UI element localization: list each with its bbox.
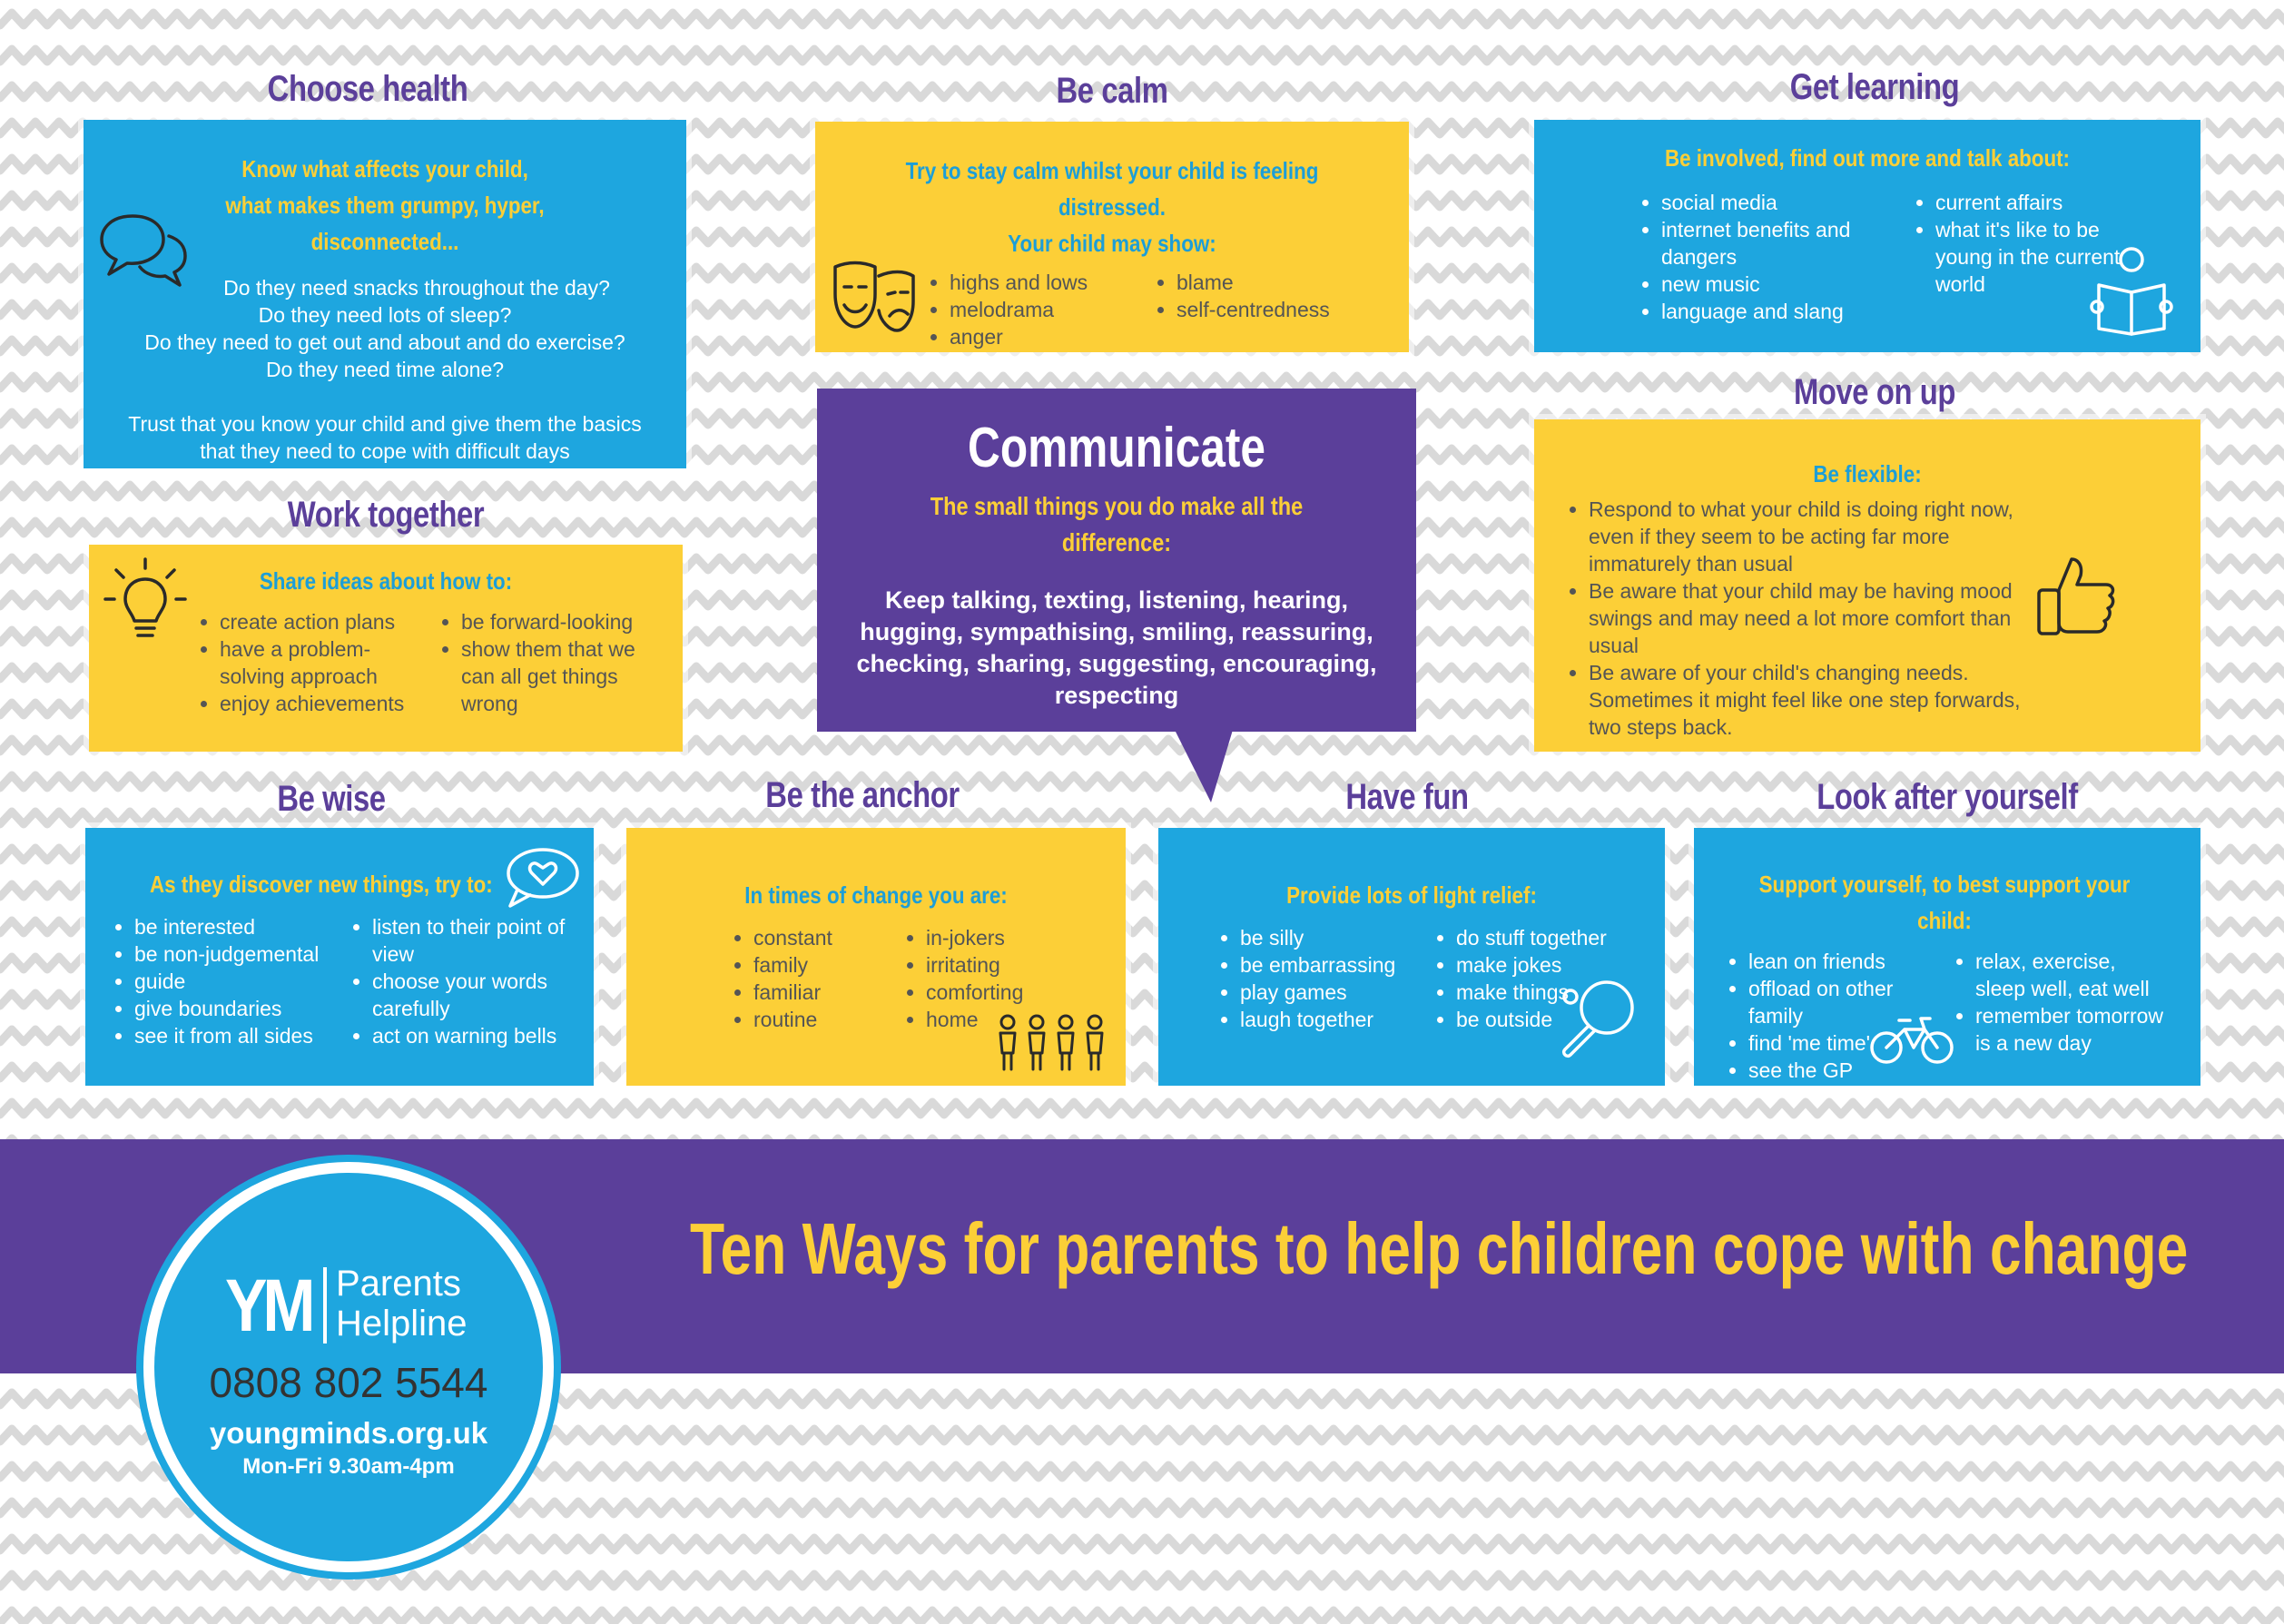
logo-url: youngminds.org.uk [209, 1416, 488, 1450]
list-item: • internet benefits and dangers [1661, 216, 1899, 271]
ping-pong-paddle-icon [1556, 977, 1639, 1058]
choose-health-question-1: Do they need snacks throughout the day? [223, 276, 610, 300]
heading-have-fun: Have fun [1345, 777, 1469, 817]
be-calm-sub-2: Your child may show: [1008, 230, 1216, 257]
family-group-icon [995, 1013, 1108, 1073]
be-wise-list-1 [111, 913, 336, 1049]
list-item: • be silly [1240, 924, 1420, 951]
be-calm-list-1 [926, 269, 1140, 350]
list-item: • act on warning bells [372, 1022, 576, 1049]
communicate-sub: The small things you do make all the difference: [930, 492, 1304, 556]
list-item: • listen to their point of view [372, 913, 576, 968]
choose-health-sub-2: what makes them grumpy, hyper, disconnected... [225, 192, 545, 255]
theatre-masks-icon [828, 258, 919, 336]
list-item: • create action plans [220, 608, 425, 635]
list-item: • current affairs [1935, 189, 2144, 216]
look-after-sub: Support yourself, to best support your child: [1758, 871, 2131, 934]
heading-choose-health: Choose health [267, 69, 468, 109]
choose-health-question-2: Do they need lots of sleep? [258, 303, 512, 327]
panel-communicate [817, 389, 1416, 732]
bicycle-icon [1868, 1009, 1955, 1066]
speech-bubbles-icon [96, 209, 191, 292]
work-together-list-2 [438, 608, 652, 717]
list-item: • see the GP [1748, 1057, 1939, 1084]
move-on-up-sub: Be flexible: [1813, 460, 1922, 487]
list-item: • see it from all sides [134, 1022, 336, 1049]
choose-health-trust-2: that they need to cope with difficult days [200, 439, 570, 463]
move-on-up-list [1565, 496, 2043, 741]
lightbulb-icon [102, 554, 189, 645]
list-item: • give boundaries [134, 995, 336, 1022]
choose-health-trust-1: Trust that you know your child and give them the basics [128, 412, 642, 436]
list-item: • familiar [753, 979, 890, 1006]
panel-choose-health [84, 120, 686, 468]
list-item: • routine [753, 1006, 890, 1033]
list-item: • new music [1661, 271, 1899, 298]
list-item: • be non-judgemental [134, 940, 336, 968]
list-item: • make things [1456, 979, 1634, 1006]
list-item: • laugh together [1240, 1006, 1420, 1033]
list-item: • blame [1176, 269, 1378, 296]
banner-title: Ten Ways for parents to help children cope with change [690, 1208, 2189, 1289]
list-item: • Be aware of your child's changing needs. Sometimes it might feel like one step forwards, two steps back. [1589, 659, 2043, 741]
list-item: • offload on other family [1748, 975, 1939, 1029]
list-item: • find 'me time' [1748, 1029, 1939, 1057]
work-together-sub: Share ideas about how to: [259, 567, 513, 595]
logo-line-2: Helpline [336, 1304, 468, 1343]
thumbs-up-icon [2032, 548, 2122, 639]
list-item: • be forward-looking [461, 608, 652, 635]
heading-be-calm: Be calm [1056, 71, 1168, 111]
have-fun-sub: Provide lots of light relief: [1286, 881, 1537, 909]
list-item: • comforting [926, 979, 1095, 1006]
list-item: • be embarrassing [1240, 951, 1420, 979]
list-item: • show them that we can all get things wrong [461, 635, 652, 717]
list-item: • Be aware that your child may be having mood swings and may need a lot more comfort than usual [1589, 577, 2043, 659]
list-item: • self-centredness [1176, 296, 1378, 323]
communicate-body: Keep talking, texting, listening, hearing, hugging, sympathising, smiling, reassuring, checking, sharing, suggesting, encouraging, respecting [856, 586, 1377, 709]
logo-line-1: Parents [336, 1264, 461, 1304]
list-item: • lean on friends [1748, 948, 1939, 975]
list-item: • remember tomorrow is a new day [1975, 1002, 2170, 1057]
list-item: • highs and lows [950, 269, 1140, 296]
list-item: • irritating [926, 951, 1095, 979]
heading-be-wise: Be wise [277, 779, 386, 819]
logo-divider [323, 1267, 327, 1343]
reading-person-icon [2088, 245, 2175, 336]
heading-be-anchor: Be the anchor [765, 775, 960, 815]
list-item: • home [926, 1006, 1095, 1033]
be-anchor-list-1 [730, 924, 890, 1033]
get-learning-sub: Be involved, find out more and talk about: [1665, 144, 2070, 172]
list-item: • have a problem-solving approach [220, 635, 425, 690]
list-item: • anger [950, 323, 1140, 350]
heading-get-learning: Get learning [1789, 67, 1960, 107]
list-item: • make jokes [1456, 951, 1634, 979]
be-wise-sub: As they discover new things, try to: [150, 871, 493, 898]
heart-speech-icon [503, 844, 581, 911]
choose-health-question-3: Do they need to get out and about and do exercise? [144, 330, 625, 354]
be-wise-list-2 [349, 913, 576, 1049]
heading-work-together: Work together [287, 495, 485, 535]
heading-look-after-yourself: Look after yourself [1816, 777, 2078, 817]
be-calm-list-2 [1153, 269, 1378, 350]
list-item: • guide [134, 968, 336, 995]
list-item: • choose your words carefully [372, 968, 576, 1022]
list-item: • melodrama [950, 296, 1140, 323]
ym-parents-helpline-logo [154, 1173, 543, 1561]
list-item: • enjoy achievements [220, 690, 425, 717]
list-item: • do stuff together [1456, 924, 1634, 951]
list-item: • play games [1240, 979, 1420, 1006]
get-learning-list-1 [1638, 189, 1899, 325]
heading-move-on-up: Move on up [1793, 372, 1956, 412]
choose-health-sub-1: Know what affects your child, [241, 155, 528, 182]
list-item: • relax, exercise, sleep well, eat well [1975, 948, 2170, 1002]
look-after-list-2 [1952, 948, 2170, 1084]
list-item: • in-jokers [926, 924, 1095, 951]
list-item: • language and slang [1661, 298, 1899, 325]
list-item: • be outside [1456, 1006, 1634, 1033]
list-item: • constant [753, 924, 890, 951]
logo-text [336, 1264, 468, 1343]
list-item: • Respond to what your child is doing right now, even if they seem to be acting far more immaturely than usual [1589, 496, 2043, 577]
speech-tail [1175, 730, 1233, 802]
work-together-list-1 [196, 608, 425, 717]
logo-hours: Mon-Fri 9.30am-4pm [242, 1454, 455, 1479]
choose-health-question-4: Do they need time alone? [265, 358, 505, 381]
logo-phone: 0808 802 5544 [209, 1359, 488, 1406]
be-anchor-sub: In times of change you are: [744, 881, 1008, 909]
list-item: • family [753, 951, 890, 979]
list-item: • be interested [134, 913, 336, 940]
have-fun-list-1 [1216, 924, 1420, 1033]
list-item: • social media [1661, 189, 1899, 216]
be-calm-sub-1: Try to stay calm whilst your child is feeling distressed. [905, 157, 1319, 221]
list-item: • what it's like to be young in the current world [1935, 216, 2144, 298]
logo-mark: YM [225, 1265, 311, 1347]
communicate-title: Communicate [968, 417, 1265, 479]
